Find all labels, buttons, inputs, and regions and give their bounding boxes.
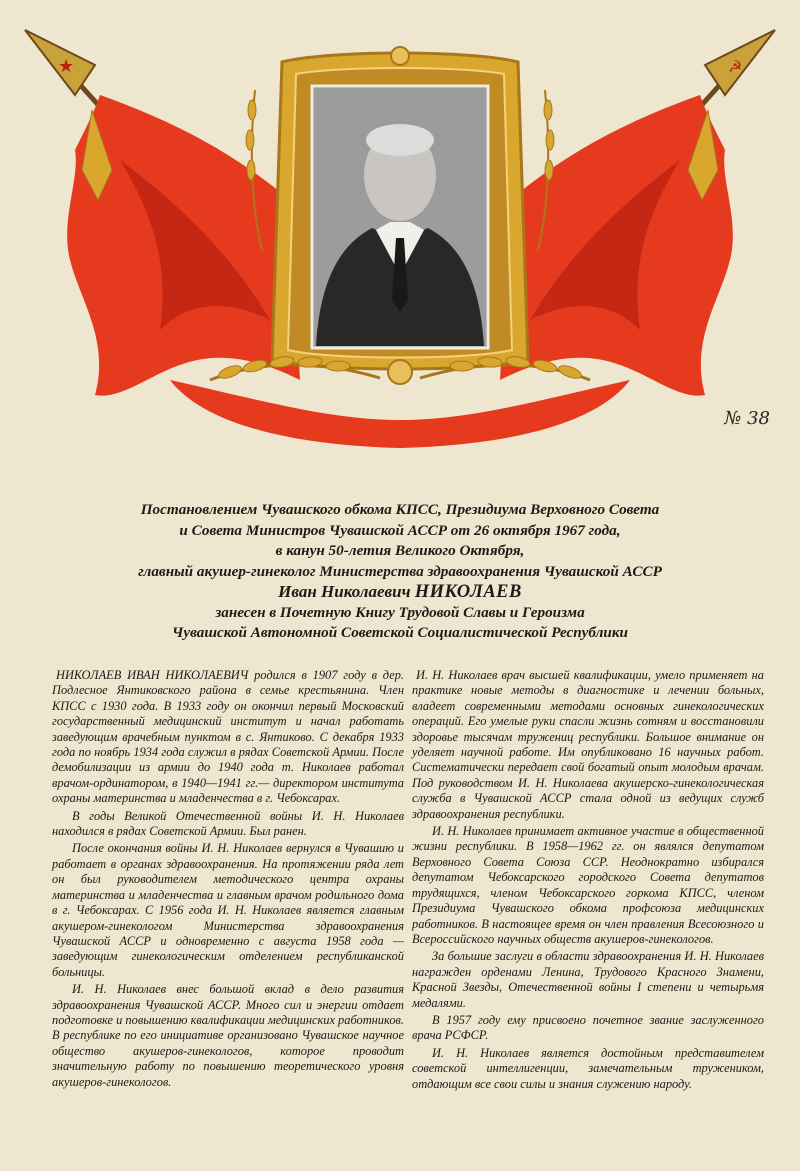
bottom-red-drape (170, 380, 630, 448)
decree-line-1: Постановлением Чувашского обкома КПСС, Президиума Верховного Совета (140, 501, 660, 518)
biography-paragraph: В годы Великой Отечественной войны И. Н. Николаев находился в рядах Советской Армии. Был ранен. (52, 808, 404, 839)
biography-paragraph: В 1957 году ему присвоено почетное звание заслуженного врача РСФСР. (412, 1012, 764, 1043)
decree-line-3: в канун 50-летия Великого Октября, (275, 542, 525, 559)
decree-heading (40, 500, 760, 644)
portrait-emblem (0, 0, 800, 460)
person-surname: НИКОЛАЕВ (414, 582, 522, 602)
biography-paragraph: НИКОЛАЕВ ИВАН НИКОЛАЕВИЧ родился в 1907 году в дер. Подлесное Янтиковского района в семье крестьянина. Член КПСС с 1930 года. В 1933 году он окончил первый Московский государственный медицинский институт и начал работать заведующим врачебным пунктом в с. Янтиково. С декабря 1933 года по ноябрь 1934 года служил в рядах Советской Армии. После демобилизации из армии до 1940 года т. Николаев работал врачом-ординатором, в 1940—1941 гг.— директором института охраны материнства и младенчества в г. Чебоксарах. (52, 668, 404, 806)
star-icon: ★ (58, 56, 75, 77)
biography-paragraph: После окончания войны И. Н. Николаев вернулся в Чувашию и работает в органах здравоохранения. На протяжении ряда лет он был руководителем методического центра охраны материнства и младенчества и главным врачом родильного дома в г. Чебоксарах. С 1956 года И. Н. Николаев является главным акушером-гинекологом Министерства здравоохранения Чувашской АССР и одновременно с августа 1958 года — заведующим гинекологическим отделением республиканской больницы. (52, 841, 404, 979)
page-number: № 38 (724, 408, 770, 429)
decree-line-2: и Совета Министров Чувашской АССР от 26 октября 1967 года, (179, 521, 621, 539)
decree-line-6: занесен в Почетную Книгу Трудовой Славы и Героизма (215, 603, 585, 621)
right-column (412, 668, 764, 1148)
biography-paragraph: И. Н. Николаев внес большой вклад в дело развития здравоохранения Чувашской АССР. Много сил и энергии отдает подготовке и повышению квалификации медицинских работников. В республике по его инициативе организовано Чувашское научное общество акушеров-гинекологов, которое проводит значительную работу по повышению теоретического уровня акушеров-гинекологов. (52, 982, 404, 1089)
hammer-sickle-icon: ☭ (728, 57, 743, 76)
decree-line-4: главный акушер-гинеколог Министерства здравоохранения Чувашской АССР (138, 562, 662, 580)
decree-line-7: Чувашской Автономной Советской Социалистической Республики (172, 624, 628, 641)
frame-ornament-top (391, 47, 409, 65)
biography-paragraph: За большие заслуги в области здравоохранения И. Н. Николаев награжден орденами Ленина, Трудового Красного Знамени, Красной Звезды, Отечественной войны I степени и четырьмя медалями. (412, 949, 764, 1010)
person-name (40, 582, 760, 603)
frame-ornament-bottom (388, 360, 412, 384)
person-given-name: Иван Николаевич (278, 582, 411, 601)
left-column (52, 668, 404, 1148)
biography-paragraph: И. Н. Николаев принимает активное участие в общественной жизни республики. В 1958—1962 гг. он являлся депутатом Верховного Совета Союза ССР. Неоднократно избирался депутатом Чебоксарского городского Совета депутатов трудящихся, членом Чебоксарского горкома КПСС, членом Президиума Чувашского обкома профсоюза медицинских работников. В настоящее время он член правления Всесоюзного и Всероссийского научных обществ акушеров-гинекологов. (412, 824, 764, 946)
biography-paragraph: И. Н. Николаев является достойным представителем советской интеллигенции, замечательным тружеником, отдающим все свои силы и знания служению народу. (412, 1045, 764, 1091)
biography-paragraph: И. Н. Николаев врач высшей квалификации, умело применяет на практике новые методы в диагностике и лечении больных, владеет современными методами основных гинекологических операций. Его умелые руки спасли жизнь сотням и восстановили здоровье тысячам тружениц республики. Большое внимание он уделяет научной работе. Им опубликовано 16 научных работ. Систематически передает свой богатый опыт молодым врачам. Под руководством И. Н. Николаева акушерско-гинекологическая служба в Чувашской АССР стала одной из ведущих служб здравоохранения республики. (412, 668, 764, 821)
biography-columns (52, 668, 764, 1148)
portrait-hair (366, 124, 434, 156)
